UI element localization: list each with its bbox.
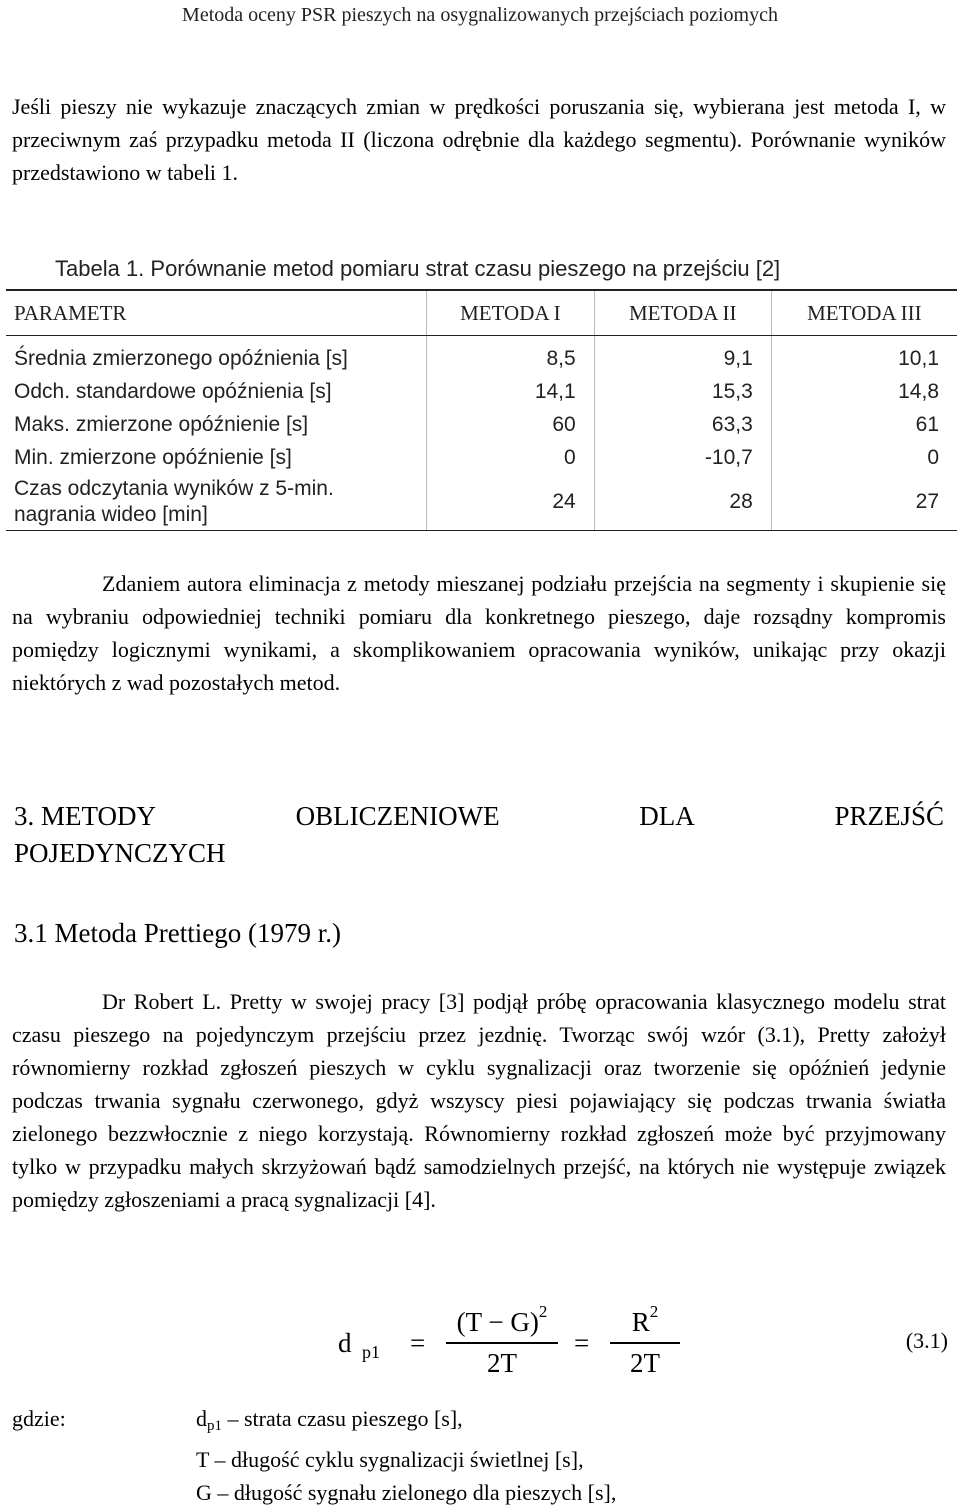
formula-3-1 (338, 1302, 958, 1397)
table-row (6, 474, 957, 531)
row-label: Czas odczytania wyników z 5-min. nagrania wideo [min] (6, 474, 427, 531)
definition-text: G – długość sygnału zielonego dla pieszych [s], (196, 1480, 617, 1505)
equation-number: (3.1) (905, 1328, 948, 1353)
definition-row (12, 1402, 952, 1443)
definitions-label: gdzie: (12, 1406, 66, 1431)
header-parametr: PARAMETR (6, 290, 427, 336)
definition-text: T – długość cyklu sygnalizacji świetlnej [s], (196, 1447, 584, 1472)
pretty-text: Dr Robert L. Pretty w swojej pracy [3] podjął próbę opracowania klasycznego modelu strat czasu pieszego na pojedynczym przejściu przez jezdnię. Tworząc swój wzór (3.1), Pretty założył równomierny rozkład zgłoszeń pieszych w cyklu sygnalizacji oraz tworzenie się opóźnień jedynie podczas trwania sygnału czerwonego, gdyż wszyscy piesi pojawiający się podczas trwania światła zielonego bezzwłocznie z niego korzystają. Równomierny rozkład zgłoszeń może być przyjmowany tylko w przypadku małych skrzyżowań bądź samodzielnych przejść, na których nie występuje związek pomiędzy zgłoszeniami a pracą sygnalizacji [4]. (12, 989, 946, 1212)
cell-value: 60 (427, 408, 595, 441)
cell-value: 27 (771, 474, 957, 531)
cell-value: 15,3 (594, 375, 771, 408)
cell-value: 24 (427, 474, 595, 531)
intro-text: Jeśli pieszy nie wykazuje znaczących zmian w prędkości poruszania się, wybierana jest metoda I, w przeciwnym zaś przypadku metoda II (liczona odrębnie dla każdego segmentu). Porównanie wyników przedstawiono w tabeli 1. (12, 94, 946, 185)
cell-value: 8,5 (427, 336, 595, 376)
formula-equals: = (574, 1328, 590, 1358)
header-metoda-2: METODA II (594, 290, 771, 336)
section-3-word: OBLICZENIOWE (295, 801, 500, 831)
table-row (6, 375, 957, 408)
cell-value: 0 (427, 441, 595, 474)
fraction-denominator: 2T (487, 1348, 517, 1378)
fraction-numerator: $R^2$ (631, 1302, 659, 1337)
fraction-numerator: $(T - G)^2$ (456, 1302, 548, 1337)
formula-equals: = (410, 1328, 426, 1358)
pretty-paragraph (12, 985, 946, 1216)
author-paragraph (12, 567, 946, 699)
cell-value: 63,3 (594, 408, 771, 441)
cell-value: 10,1 (898, 346, 939, 370)
table-header-row (6, 290, 957, 336)
fraction-denominator: 2T (630, 1348, 660, 1378)
author-text: Zdaniem autora eliminacja z metody mieszanej podziału przejścia na segmenty i skupienie się na wybraniu odpowiedniej techniki pomiaru dla konkretnego pieszego, daje rozsądny kompromis pomiędzy logicznymi wynikami, a skomplikowaniem opracowania wyników, unikając przy okazji niektórych z wad pozostałych metod. (12, 571, 946, 695)
row-label: Min. zmierzone opóźnienie [s] (6, 441, 427, 474)
section-3-word: 3. METODY (14, 801, 157, 831)
cell-value: -10,7 (594, 441, 771, 474)
table-row (6, 408, 957, 441)
formula-lhs: d (338, 1328, 352, 1358)
row-label: Średnia zmierzonego opóźnienia [s] (6, 336, 427, 376)
definitions-list (12, 1402, 952, 1509)
cell-value: 14,8 (898, 379, 939, 403)
formula-fraction-1 (446, 1302, 558, 1379)
cell-value: 14,1 (427, 375, 595, 408)
header-metoda-1: METODA I (427, 290, 595, 336)
table-caption: Tabela 1. Porównanie metod pomiaru strat czasu pieszego na przejściu [2] (55, 256, 781, 281)
cell-value: 28 (594, 474, 771, 531)
definition-text: dp1 – strata czasu pieszego [s], (196, 1406, 463, 1434)
comparison-table (6, 289, 957, 531)
intro-paragraph (12, 90, 946, 189)
cell-value: 9,1 (594, 336, 771, 376)
header-metoda-3: METODA III (771, 290, 957, 336)
table-row (6, 336, 957, 376)
formula-fraction-2 (610, 1302, 680, 1379)
definition-row (12, 1476, 952, 1509)
formula-lhs-subscript: p1 (362, 1342, 380, 1362)
section-3-1-heading: 3.1 Metoda Prettiego (1979 r.) (14, 918, 341, 948)
row-label: Odch. standardowe opóźnienia [s] (6, 375, 427, 408)
page-header: Metoda oceny PSR pieszych na osygnalizowanych przejściach poziomych (182, 4, 778, 26)
row-label: Maks. zmierzone opóźnienie [s] (6, 408, 427, 441)
section-3-line-2: POJEDYNCZYCH (14, 838, 226, 868)
section-3-word: DLA (639, 801, 695, 831)
cell-value: 61 (915, 412, 939, 436)
section-3-line-1 (14, 798, 944, 835)
cell-value: 0 (927, 445, 939, 469)
section-3-heading (14, 798, 944, 872)
definition-row (12, 1443, 952, 1476)
table-row (6, 441, 957, 474)
section-3-word: PRZEJŚĆ (834, 801, 944, 831)
